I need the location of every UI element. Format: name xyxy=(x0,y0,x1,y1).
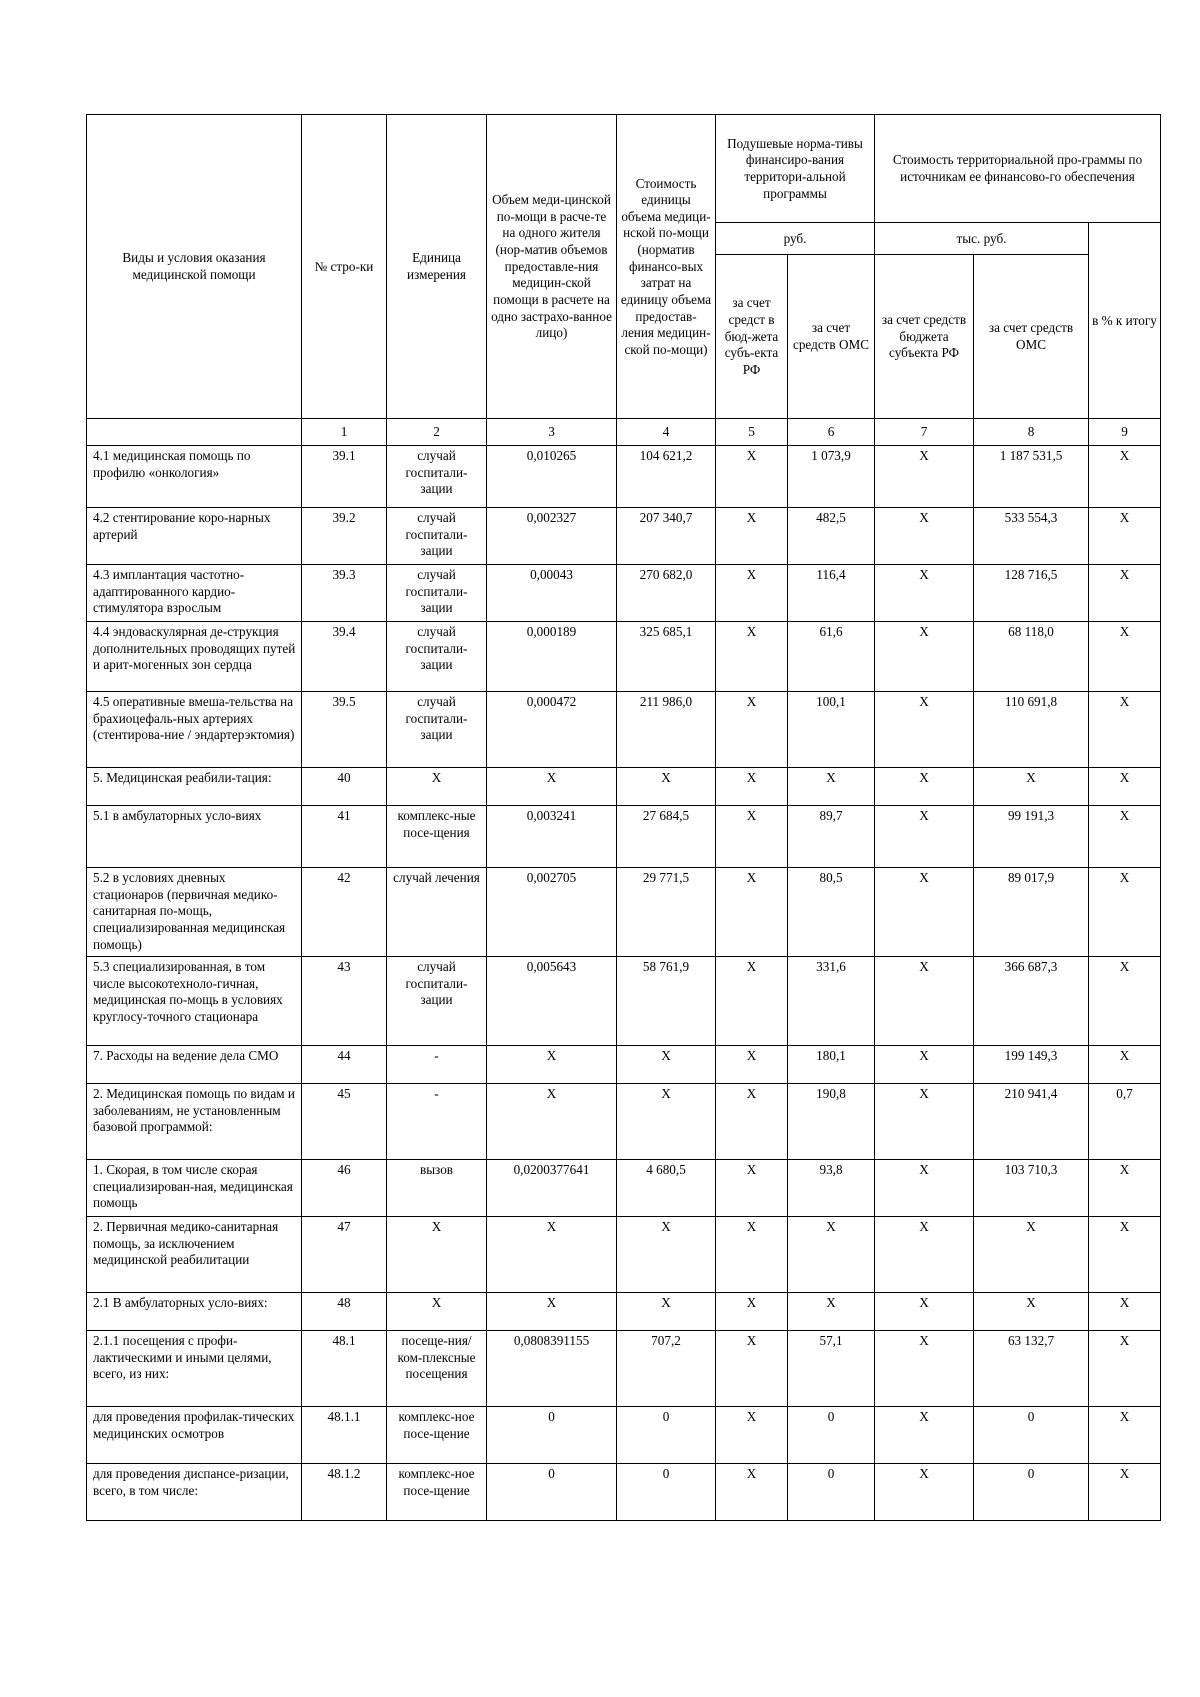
header-col9: в % к итогу xyxy=(1089,223,1161,419)
row-volume: 0,002327 xyxy=(487,508,617,565)
row-percent: Х xyxy=(1089,692,1161,768)
row-name: 4.1 медицинская помощь по профилю «онкология» xyxy=(87,446,302,508)
row-total-budget: Х xyxy=(875,1331,974,1407)
row-percent: Х xyxy=(1089,508,1161,565)
row-percent: 0,7 xyxy=(1089,1084,1161,1160)
table-row xyxy=(87,806,1161,868)
row-unit-cost: 707,2 xyxy=(617,1331,716,1407)
row-unit: случай госпитали-зации xyxy=(387,446,487,508)
row-total-budget: Х xyxy=(875,957,974,1046)
row-number: 48 xyxy=(302,1293,387,1331)
header-row-number: № стро-ки xyxy=(302,115,387,419)
row-number: 48.1 xyxy=(302,1331,387,1407)
column-number: 6 xyxy=(788,419,875,446)
row-percapita-oms: 482,5 xyxy=(788,508,875,565)
row-total-oms: 99 191,3 xyxy=(974,806,1089,868)
row-percapita-budget: Х xyxy=(716,446,788,508)
row-total-oms: Х xyxy=(974,768,1089,806)
row-volume: 0,010265 xyxy=(487,446,617,508)
row-total-oms: Х xyxy=(974,1293,1089,1331)
row-unit-cost: 104 621,2 xyxy=(617,446,716,508)
row-percapita-oms: 100,1 xyxy=(788,692,875,768)
row-unit-cost: 211 986,0 xyxy=(617,692,716,768)
row-name: 2.1.1 посещения с профи-лактическими и иными целями, всего, из них: xyxy=(87,1331,302,1407)
row-total-oms: 533 554,3 xyxy=(974,508,1089,565)
row-percapita-budget: Х xyxy=(716,957,788,1046)
row-number: 41 xyxy=(302,806,387,868)
row-number: 46 xyxy=(302,1160,387,1217)
row-percapita-budget: Х xyxy=(716,1407,788,1464)
column-numbers-row xyxy=(87,419,1161,446)
row-number: 43 xyxy=(302,957,387,1046)
row-volume: 0,005643 xyxy=(487,957,617,1046)
row-percapita-oms: 180,1 xyxy=(788,1046,875,1084)
row-total-budget: Х xyxy=(875,1046,974,1084)
row-name: для проведения диспансе-ризации, всего, в том числе: xyxy=(87,1464,302,1521)
header-kind: Виды и условия оказания медицинской помощи xyxy=(87,115,302,419)
row-percapita-oms: Х xyxy=(788,768,875,806)
financing-table xyxy=(86,114,1161,1521)
row-total-budget: Х xyxy=(875,768,974,806)
row-number: 42 xyxy=(302,868,387,957)
row-total-budget: Х xyxy=(875,1084,974,1160)
row-percent: Х xyxy=(1089,768,1161,806)
row-unit: комплекс-ное посе-щение xyxy=(387,1407,487,1464)
row-name: 4.2 стентирование коро-нарных артерий xyxy=(87,508,302,565)
row-volume: 0 xyxy=(487,1407,617,1464)
row-total-budget: Х xyxy=(875,1160,974,1217)
row-total-budget: Х xyxy=(875,806,974,868)
row-total-oms: 366 687,3 xyxy=(974,957,1089,1046)
row-percapita-budget: Х xyxy=(716,1331,788,1407)
row-name: 5.3 специализированная, в том числе высокотехноло-гичная, медицинская по-мощь в условиях круглосу-точного стационара xyxy=(87,957,302,1046)
row-percapita-budget: Х xyxy=(716,868,788,957)
row-percent: Х xyxy=(1089,1293,1161,1331)
row-unit: случай госпитали-зации xyxy=(387,692,487,768)
row-percapita-oms: Х xyxy=(788,1217,875,1293)
table-row xyxy=(87,1217,1161,1293)
row-unit-cost: 58 761,9 xyxy=(617,957,716,1046)
row-percent: Х xyxy=(1089,1464,1161,1521)
row-number: 44 xyxy=(302,1046,387,1084)
row-total-budget: Х xyxy=(875,565,974,622)
row-volume: Х xyxy=(487,1217,617,1293)
column-number: 7 xyxy=(875,419,974,446)
row-number: 39.5 xyxy=(302,692,387,768)
row-name: 5.2 в условиях дневных стационаров (первичная медико-санитарная по-мощь, специализированная медицинская помощь) xyxy=(87,868,302,957)
row-name: для проведения профилак-тических медицинских осмотров xyxy=(87,1407,302,1464)
row-total-budget: Х xyxy=(875,1293,974,1331)
row-number: 39.4 xyxy=(302,622,387,692)
row-percent: Х xyxy=(1089,1331,1161,1407)
row-percapita-oms: 57,1 xyxy=(788,1331,875,1407)
column-number: 1 xyxy=(302,419,387,446)
table-row xyxy=(87,446,1161,508)
row-total-budget: Х xyxy=(875,1464,974,1521)
row-name: 7. Расходы на ведение дела СМО xyxy=(87,1046,302,1084)
row-percapita-budget: Х xyxy=(716,1464,788,1521)
row-unit-cost: Х xyxy=(617,1046,716,1084)
header-col7: за счет средств бюджета субъекта РФ xyxy=(875,255,974,419)
row-unit: - xyxy=(387,1084,487,1160)
row-total-budget: Х xyxy=(875,1217,974,1293)
row-percapita-oms: Х xyxy=(788,1293,875,1331)
row-unit: Х xyxy=(387,1217,487,1293)
row-name: 1. Скорая, в том числе скорая специализирован-ная, медицинская помощь xyxy=(87,1160,302,1217)
row-percapita-budget: Х xyxy=(716,692,788,768)
row-volume: Х xyxy=(487,1293,617,1331)
table-row xyxy=(87,1293,1161,1331)
row-percent: Х xyxy=(1089,1407,1161,1464)
row-unit-cost: 29 771,5 xyxy=(617,868,716,957)
row-total-oms: 63 132,7 xyxy=(974,1331,1089,1407)
table-body xyxy=(87,446,1161,1521)
header-total-cost-group: Стоимость территориальной про-граммы по источникам ее финансово-го обеспечения xyxy=(875,115,1161,223)
row-name: 5. Медицинская реабили-тация: xyxy=(87,768,302,806)
row-percent: Х xyxy=(1089,622,1161,692)
table-row xyxy=(87,565,1161,622)
row-volume: 0,000189 xyxy=(487,622,617,692)
header-unit: Единица измерения xyxy=(387,115,487,419)
row-unit: случай госпитали-зации xyxy=(387,565,487,622)
table-row xyxy=(87,1407,1161,1464)
table-row xyxy=(87,1464,1161,1521)
row-name: 4.4 эндоваскулярная де-струкция дополнительных проводящих путей и арит-могенных зон сердца xyxy=(87,622,302,692)
header-col5: за счет средст в бюд-жета субъ-екта РФ xyxy=(716,255,788,419)
row-percapita-oms: 190,8 xyxy=(788,1084,875,1160)
row-unit-cost: Х xyxy=(617,768,716,806)
row-unit-cost: 27 684,5 xyxy=(617,806,716,868)
row-percapita-budget: Х xyxy=(716,1293,788,1331)
row-percapita-budget: Х xyxy=(716,508,788,565)
row-unit-cost: Х xyxy=(617,1293,716,1331)
row-percapita-oms: 93,8 xyxy=(788,1160,875,1217)
row-volume: 0 xyxy=(487,1464,617,1521)
row-percent: Х xyxy=(1089,1160,1161,1217)
row-percent: Х xyxy=(1089,565,1161,622)
row-total-oms: 89 017,9 xyxy=(974,868,1089,957)
row-name: 5.1 в амбулаторных усло-виях xyxy=(87,806,302,868)
row-percapita-budget: Х xyxy=(716,1084,788,1160)
row-total-budget: Х xyxy=(875,692,974,768)
row-unit: случай лечения xyxy=(387,868,487,957)
table-row xyxy=(87,1084,1161,1160)
row-total-oms: 0 xyxy=(974,1407,1089,1464)
table-row xyxy=(87,768,1161,806)
row-total-oms: 1 187 531,5 xyxy=(974,446,1089,508)
column-number: 9 xyxy=(1089,419,1161,446)
row-number: 40 xyxy=(302,768,387,806)
row-total-oms: Х xyxy=(974,1217,1089,1293)
column-number: 3 xyxy=(487,419,617,446)
column-number: 4 xyxy=(617,419,716,446)
row-total-oms: 0 xyxy=(974,1464,1089,1521)
row-unit-cost: 4 680,5 xyxy=(617,1160,716,1217)
row-number: 48.1.1 xyxy=(302,1407,387,1464)
row-percent: Х xyxy=(1089,1046,1161,1084)
row-total-budget: Х xyxy=(875,446,974,508)
row-volume: 0,002705 xyxy=(487,868,617,957)
row-percapita-budget: Х xyxy=(716,1217,788,1293)
row-total-budget: Х xyxy=(875,622,974,692)
row-total-oms: 210 941,4 xyxy=(974,1084,1089,1160)
row-volume: 0,0200377641 xyxy=(487,1160,617,1217)
row-total-budget: Х xyxy=(875,508,974,565)
row-percapita-budget: Х xyxy=(716,768,788,806)
header-volume: Объем меди-цинской по-мощи в расче-те на одного жителя (нор-матив объемов предоставле-ния медицин-ской помощи в расчете на одно застрахо-ванное лицо) xyxy=(487,115,617,419)
column-number: 2 xyxy=(387,419,487,446)
row-percapita-oms: 80,5 xyxy=(788,868,875,957)
column-number: 5 xyxy=(716,419,788,446)
row-unit-cost: 325 685,1 xyxy=(617,622,716,692)
row-total-oms: 110 691,8 xyxy=(974,692,1089,768)
row-percent: Х xyxy=(1089,1217,1161,1293)
row-name: 2. Первичная медико-санитарная помощь, за исключением медицинской реабилитации xyxy=(87,1217,302,1293)
row-total-oms: 103 710,3 xyxy=(974,1160,1089,1217)
row-unit: комплекс-ное посе-щение xyxy=(387,1464,487,1521)
row-volume: 0,0808391155 xyxy=(487,1331,617,1407)
table-row xyxy=(87,1160,1161,1217)
table-row xyxy=(87,868,1161,957)
row-unit: Х xyxy=(387,768,487,806)
table-row xyxy=(87,1331,1161,1407)
row-unit: Х xyxy=(387,1293,487,1331)
table-row xyxy=(87,1046,1161,1084)
row-unit: случай госпитали-зации xyxy=(387,622,487,692)
row-percapita-budget: Х xyxy=(716,1160,788,1217)
header-per-capita-group: Подушевые норма-тивы финансиро-вания территори-альной программы xyxy=(716,115,875,223)
row-unit: случай госпитали-зации xyxy=(387,508,487,565)
header-unit-rub: руб. xyxy=(716,223,875,255)
header-col6: за счет средств ОМС xyxy=(788,255,875,419)
row-total-oms: 68 118,0 xyxy=(974,622,1089,692)
row-percent: Х xyxy=(1089,868,1161,957)
header-unit-cost: Стоимость единицы объема медици-нской по-мощи (норматив финансо-вых затрат на единицу объема предостав-ления медицин-ской по-мощи) xyxy=(617,115,716,419)
row-total-budget: Х xyxy=(875,868,974,957)
row-name: 2. Медицинская помощь по видам и заболеваниям, не установленным базовой программой: xyxy=(87,1084,302,1160)
row-unit-cost: Х xyxy=(617,1217,716,1293)
row-percapita-oms: 0 xyxy=(788,1464,875,1521)
row-unit-cost: Х xyxy=(617,1084,716,1160)
row-number: 39.1 xyxy=(302,446,387,508)
row-percapita-budget: Х xyxy=(716,1046,788,1084)
column-number-blank xyxy=(87,419,302,446)
row-number: 45 xyxy=(302,1084,387,1160)
row-percent: Х xyxy=(1089,957,1161,1046)
row-percapita-budget: Х xyxy=(716,622,788,692)
row-volume: Х xyxy=(487,768,617,806)
row-percapita-oms: 0 xyxy=(788,1407,875,1464)
row-percapita-oms: 89,7 xyxy=(788,806,875,868)
row-unit-cost: 207 340,7 xyxy=(617,508,716,565)
row-volume: Х xyxy=(487,1046,617,1084)
row-percent: Х xyxy=(1089,806,1161,868)
table-row xyxy=(87,508,1161,565)
row-unit: посеще-ния/ ком-плексные посещения xyxy=(387,1331,487,1407)
row-percent: Х xyxy=(1089,446,1161,508)
column-number: 8 xyxy=(974,419,1089,446)
row-name: 2.1 В амбулаторных усло-виях: xyxy=(87,1293,302,1331)
row-percapita-budget: Х xyxy=(716,806,788,868)
row-number: 48.1.2 xyxy=(302,1464,387,1521)
row-unit-cost: 0 xyxy=(617,1407,716,1464)
row-number: 39.2 xyxy=(302,508,387,565)
row-volume: 0,00043 xyxy=(487,565,617,622)
row-unit: комплекс-ные посе-щения xyxy=(387,806,487,868)
header-col8: за счет средств ОМС xyxy=(974,255,1089,419)
row-percapita-oms: 116,4 xyxy=(788,565,875,622)
row-percapita-oms: 331,6 xyxy=(788,957,875,1046)
table-row xyxy=(87,692,1161,768)
row-total-oms: 199 149,3 xyxy=(974,1046,1089,1084)
row-unit-cost: 270 682,0 xyxy=(617,565,716,622)
row-volume: 0,003241 xyxy=(487,806,617,868)
row-percapita-oms: 61,6 xyxy=(788,622,875,692)
row-total-oms: 128 716,5 xyxy=(974,565,1089,622)
row-unit: - xyxy=(387,1046,487,1084)
row-volume: Х xyxy=(487,1084,617,1160)
row-volume: 0,000472 xyxy=(487,692,617,768)
row-unit: вызов xyxy=(387,1160,487,1217)
row-name: 4.5 оперативные вмеша-тельства на брахиоцефаль-ных артериях (стентирова-ние / эндартерэктомия) xyxy=(87,692,302,768)
row-unit: случай госпитали-зации xyxy=(387,957,487,1046)
row-number: 39.3 xyxy=(302,565,387,622)
table-row xyxy=(87,622,1161,692)
row-percapita-budget: Х xyxy=(716,565,788,622)
row-percapita-oms: 1 073,9 xyxy=(788,446,875,508)
row-name: 4.3 имплантация частотно-адаптированного кардио-стимулятора взрослым xyxy=(87,565,302,622)
table-row xyxy=(87,957,1161,1046)
row-unit-cost: 0 xyxy=(617,1464,716,1521)
row-total-budget: Х xyxy=(875,1407,974,1464)
header-unit-thous-rub: тыс. руб. xyxy=(875,223,1089,255)
row-number: 47 xyxy=(302,1217,387,1293)
